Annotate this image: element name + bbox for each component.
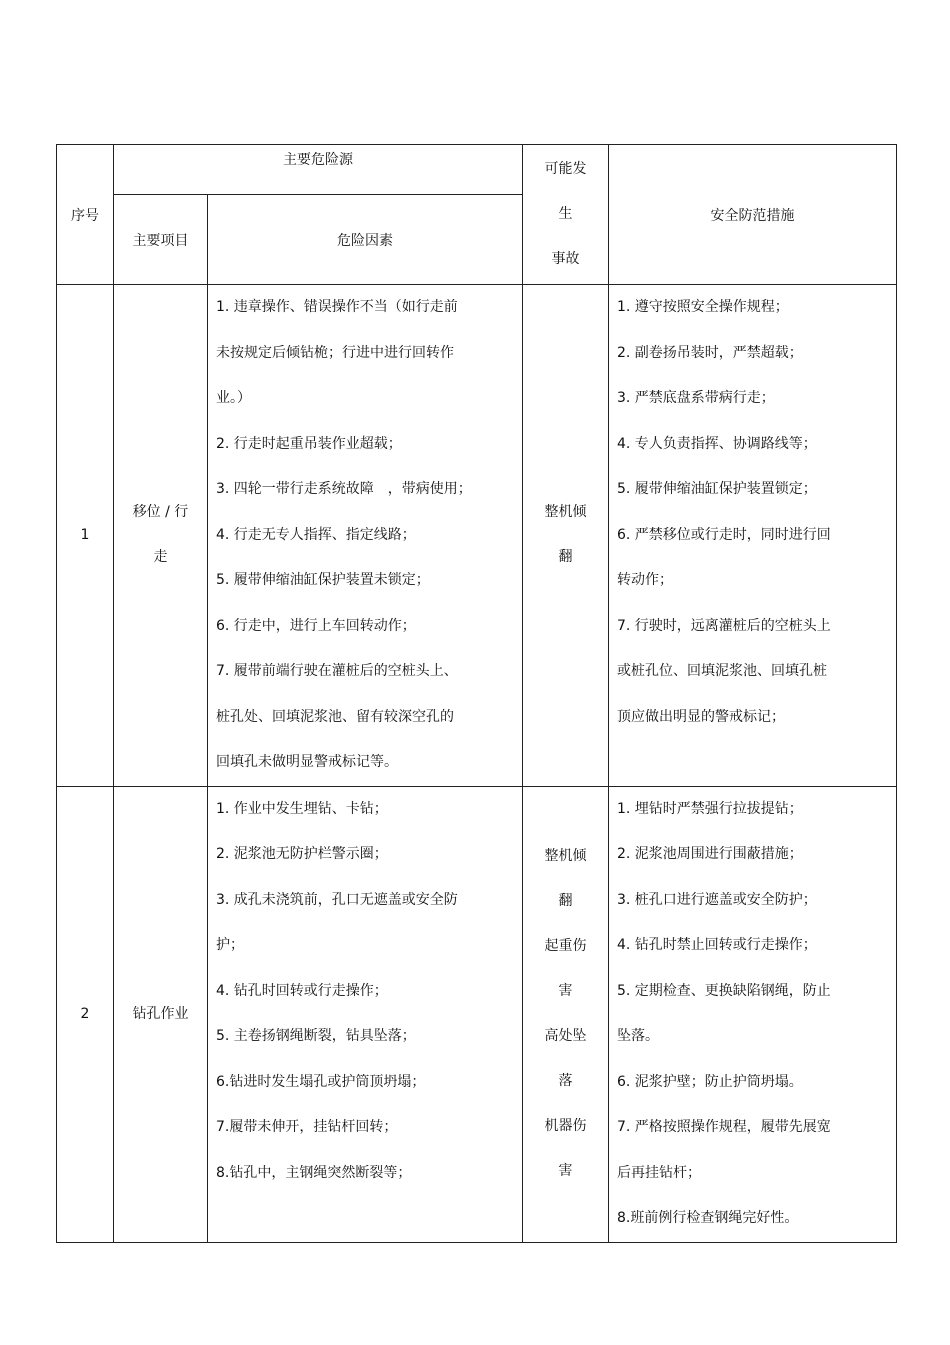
factor-line: 8.钻孔中，主钢绳突然断裂等； bbox=[216, 1164, 412, 1181]
measure-line: 6. 泥浆护壁；防止护筒坍塌。 bbox=[617, 1073, 803, 1090]
row-item-line: 移位 / 行 bbox=[132, 504, 189, 521]
row-item bbox=[114, 786, 208, 1242]
row-item-line: 走 bbox=[153, 549, 168, 566]
measure-line: 4. 专人负责指挥、协调路线等； bbox=[617, 435, 817, 452]
accident-line: 落 bbox=[558, 1073, 573, 1089]
factor-line: 1. 作业中发生埋钻、卡钻； bbox=[216, 800, 388, 817]
row-seq: 1 bbox=[57, 285, 114, 787]
hazard-table bbox=[56, 144, 897, 1243]
factor-line: 2. 泥浆池无防护栏警示圈； bbox=[216, 846, 388, 862]
factor-line: 4. 行走无专人指挥、指定线路； bbox=[216, 526, 416, 543]
table-row bbox=[57, 285, 897, 787]
factor-line: 6.钻进时发生塌孔或护筒顶坍塌； bbox=[216, 1073, 426, 1090]
accident-line: 起重伤 bbox=[544, 938, 587, 954]
row-factors bbox=[208, 285, 523, 787]
accident-line: 害 bbox=[558, 1163, 573, 1179]
factor-line: 回填孔未做明显警戒标记等。 bbox=[216, 754, 398, 770]
measure-line: 2. 副卷扬吊装时，严禁超载； bbox=[617, 344, 803, 361]
row-factors bbox=[208, 786, 523, 1242]
measure-line: 1. 埋钻时严禁强行拉拔提钻； bbox=[617, 800, 803, 817]
row-accident bbox=[523, 786, 609, 1242]
measure-line: 3. 桩孔口进行遮盖或安全防护； bbox=[617, 891, 817, 908]
measure-line: 1. 遵守按照安全操作规程； bbox=[617, 299, 789, 315]
measure-line: 5. 定期检查、更换缺陷钢绳，防止 bbox=[617, 982, 831, 999]
factor-line: 护； bbox=[216, 937, 244, 953]
factor-line: 5. 履带伸缩油缸保护装置未锁定； bbox=[216, 572, 430, 588]
measure-line: 或桩孔位、回填泥浆池、回填孔桩 bbox=[617, 663, 827, 679]
factor-line: 3. 四轮一带行走系统故障 ，带病使用； bbox=[216, 481, 472, 497]
measure-line: 6. 严禁移位或行走时，同时进行回 bbox=[617, 526, 831, 543]
accident-line: 整机倾 bbox=[544, 848, 587, 864]
header-main-item: 主要项目 bbox=[114, 195, 208, 285]
factor-line: 4. 钻孔时回转或行走操作； bbox=[216, 982, 388, 999]
factor-line: 2. 行走时起重吊装作业超载； bbox=[216, 435, 402, 452]
factor-line: 5. 主卷扬钢绳断裂，钻具坠落； bbox=[216, 1028, 416, 1044]
measure-line: 4. 钻孔时禁止回转或行走操作； bbox=[617, 937, 817, 953]
table-row bbox=[57, 786, 897, 1242]
measure-line: 转动作； bbox=[617, 572, 673, 588]
row-item-line: 钻孔作业 bbox=[132, 1005, 189, 1022]
row-item bbox=[114, 285, 208, 787]
measure-line: 2. 泥浆池周围进行围蔽措施； bbox=[617, 846, 803, 862]
factor-line: 未按规定后倾钻桅；行进中进行回转作 bbox=[216, 344, 454, 361]
measure-line: 8.班前例行检查钢绳完好性。 bbox=[617, 1210, 799, 1226]
row-seq: 2 bbox=[57, 786, 114, 1242]
accident-line: 翻 bbox=[558, 893, 573, 909]
accident-line: 高处坠 bbox=[544, 1028, 587, 1044]
row-measures bbox=[609, 786, 897, 1242]
header-hazard-factor: 危险因素 bbox=[208, 195, 523, 285]
accident-line: 整机倾 bbox=[544, 504, 587, 521]
accident-line: 机器伤 bbox=[544, 1118, 587, 1134]
header-seq: 序号 bbox=[57, 145, 114, 285]
header-accident-line: 可能发 bbox=[544, 161, 587, 177]
factor-line: 7. 履带前端行驶在灌桩后的空桩头上、 bbox=[216, 663, 458, 679]
factor-line: 3. 成孔未浇筑前，孔口无遮盖或安全防 bbox=[216, 891, 458, 908]
measure-line: 顶应做出明显的警戒标记； bbox=[617, 708, 785, 725]
header-accident bbox=[523, 145, 609, 285]
measure-line: 5. 履带伸缩油缸保护装置锁定； bbox=[617, 481, 817, 497]
header-accident-line: 事故 bbox=[551, 251, 580, 267]
header-accident-line: 生 bbox=[558, 206, 573, 222]
measure-line: 3. 严禁底盘系带病行走； bbox=[617, 390, 775, 406]
measure-line: 后再挂钻杆； bbox=[617, 1164, 701, 1181]
accident-line: 翻 bbox=[558, 549, 573, 566]
row-measures bbox=[609, 285, 897, 787]
factor-line: 1. 违章操作、错误操作不当（如行走前 bbox=[216, 299, 458, 315]
factor-line: 业。） bbox=[216, 390, 251, 406]
factor-line: 6. 行走中，进行上车回转动作； bbox=[216, 617, 416, 634]
header-main-hazard: 主要危险源 bbox=[114, 145, 523, 195]
accident-line: 害 bbox=[558, 983, 573, 999]
factor-line: 桩孔处、回填泥浆池、留有较深空孔的 bbox=[216, 708, 454, 725]
measure-line: 坠落。 bbox=[617, 1028, 659, 1044]
header-measures: 安全防范措施 bbox=[609, 145, 897, 285]
row-accident bbox=[523, 285, 609, 787]
measure-line: 7. 行驶时，远离灌桩后的空桩头上 bbox=[617, 617, 831, 634]
factor-line: 7.履带未伸开，挂钻杆回转； bbox=[216, 1119, 398, 1135]
measure-line: 7. 严格按照操作规程，履带先展宽 bbox=[617, 1119, 831, 1135]
